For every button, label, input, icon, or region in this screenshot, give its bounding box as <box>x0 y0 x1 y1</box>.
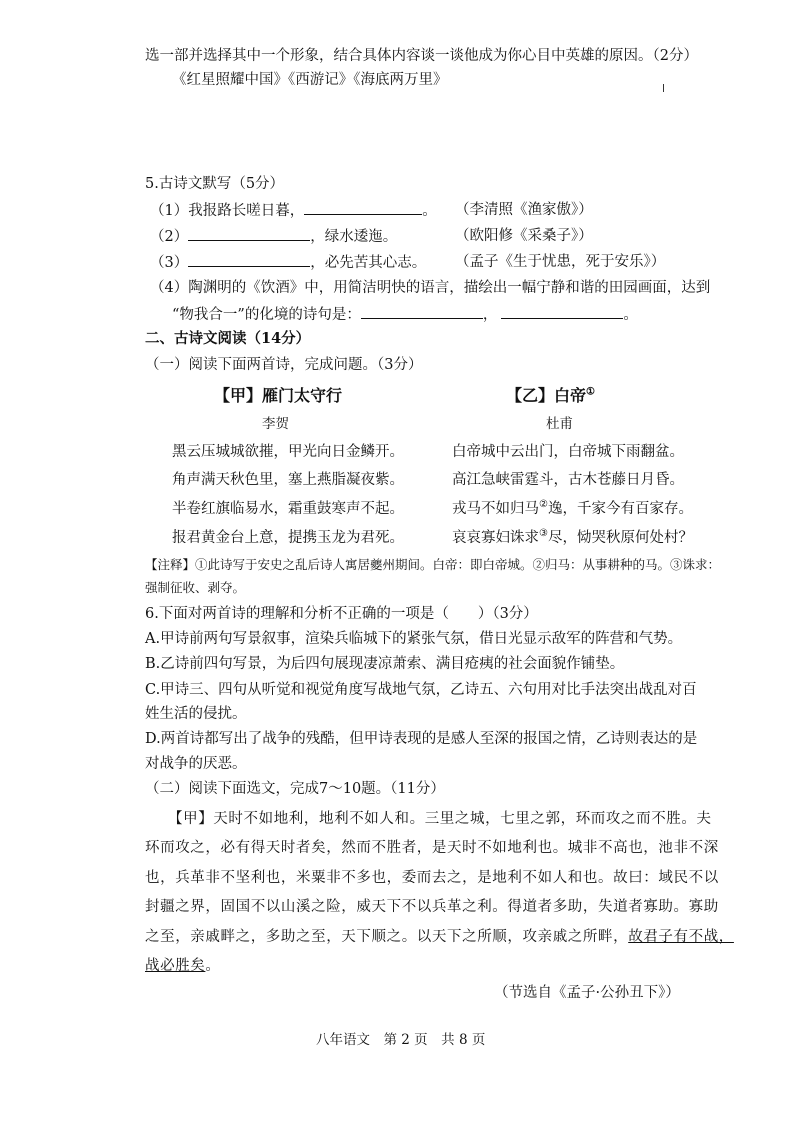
poem-b-line4-a: 哀哀寡妇诛求 <box>452 530 539 546</box>
poem-a-line: 角声满天秋色里，塞上燕脂凝夜紫。 <box>172 472 404 488</box>
poem-b-line3-note: ② <box>539 499 548 511</box>
q4-books: 《红星照耀中国》《西游记》《海底两万里》 <box>172 72 448 88</box>
answer-blank-2[interactable] <box>188 226 310 241</box>
passage-line: 封疆之界，固国不以山溪之险，威天下不以兵革之利。得道者多助，失道者寡助。寡助 <box>145 899 719 915</box>
page-footer: 八年语文 第 2 页 共 8 页 <box>316 1032 486 1048</box>
poem-notes: 【注释】①此诗写于安史之乱后诗人寓居夔州期间。白帝：即白帝城。②归马：从事耕种的马。③诛求： <box>145 557 721 572</box>
q5-line3 <box>150 252 426 273</box>
poem-b-line: 白帝城中云出门，白帝城下雨翻盆。 <box>452 444 684 460</box>
q5-line1-end: 。 <box>422 203 437 219</box>
poem-b-line3-b: 逸，千家今有百家存。 <box>547 501 693 517</box>
q6-option-d-cont: 对战争的厌恶。 <box>145 756 247 772</box>
poem-b-line4-b: 尽，恸哭秋原何处村？ <box>547 530 693 546</box>
passage-line <box>145 954 221 975</box>
passage-line: 环而攻之，必有得天时者矣，然而不胜者，是天时不如地利也。城非不高也，池非不深 <box>145 840 719 856</box>
answer-blank-4[interactable] <box>361 304 483 319</box>
poem-b-line <box>452 526 693 547</box>
q5-line3-source: （孟子《生于忧患，死于安乐》） <box>455 254 666 270</box>
poem-notes-cont: 强制征收、剥夺。 <box>145 580 246 595</box>
q5-line3-text: ，必先苦其心志。 <box>310 255 427 271</box>
q5-line4-comma: ， <box>482 307 498 323</box>
q5-line2-source: （欧阳修《采桑子》） <box>455 228 593 244</box>
section2-title: 二、古诗文阅读（14分） <box>145 330 311 347</box>
q5-line4-prompt: “物我合一”的化境的诗句是： <box>172 307 361 323</box>
q6-option-a: A.甲诗前两句写景叙事，渲染兵临城下的紧张气氛，借日光显示敌军的阵营和气势。 <box>145 631 683 647</box>
passage-line: 也，兵革非不坚利也，米粟非不多也，委而去之，是地利不如人和也。故曰：域民不以 <box>145 870 719 886</box>
q5-title: 5.古诗文默写（5分） <box>145 176 285 192</box>
poem-b-line <box>452 497 693 518</box>
poem-b-title <box>506 383 595 406</box>
section2-sub1: （一）阅读下面两首诗，完成问题。（3分） <box>145 357 423 373</box>
answer-blank-1[interactable] <box>304 200 422 215</box>
poem-b-title-text: 【乙】白帝 <box>506 386 587 405</box>
passage-line6-end: 。 <box>205 958 221 974</box>
passage-underlined-cont: 战必胜矣 <box>145 958 206 974</box>
q5-line2-num: （2） <box>150 229 189 245</box>
q5-line1 <box>150 200 437 221</box>
poem-b-line3-a: 戎马不如归马 <box>452 501 539 517</box>
q5-line4-cont <box>172 304 638 325</box>
q6-option-b: B.乙诗前四句写景，为后四句展现凄凉萧索、满目疮痍的社会面貌作铺垫。 <box>145 656 625 672</box>
q5-line3-num: （3） <box>150 255 189 271</box>
passage-line: 【甲】天时不如地利，地利不如人和。三里之城，七里之郭，环而攻之而不胜。夫 <box>168 811 712 827</box>
q6-option-d: D.两首诗都写出了战争的残酷，但甲诗表现的是感人至深的报国之情，乙诗则表达的是 <box>145 731 698 747</box>
q5-line4: （4）陶渊明的《饮酒》中，用简洁明快的语言，描绘出一幅宁静和谐的田园画面，达到 <box>150 280 711 296</box>
poem-a-line: 半卷红旗临易水，霜重鼓寒声不起。 <box>172 501 404 517</box>
q6-option-c: C.甲诗三、四句从听觉和视觉角度写战地气氛，乙诗五、六句用对比手法突出战乱对百 <box>145 682 697 698</box>
passage-line5-text: 之至，亲戚畔之，多助之至，天下顺之。以天下之所顺，攻亲戚之所畔， <box>145 929 629 945</box>
poem-a-line: 报君黄金台上意，提携玉龙为君死。 <box>172 530 404 546</box>
q5-line2-text: ，绿水逶迤。 <box>310 229 398 245</box>
poem-b-line: 高江急峡雷霆斗，古木苍藤日月昏。 <box>452 472 684 488</box>
answer-blank-3[interactable] <box>188 252 310 267</box>
passage-source: （节选自《孟子·公孙丑下》） <box>494 985 680 1001</box>
poem-b-author: 杜甫 <box>546 416 573 432</box>
q6-option-c-cont: 姓生活的侵扰。 <box>145 706 247 722</box>
passage-line <box>145 925 734 946</box>
poem-a-author: 李贺 <box>262 416 289 432</box>
q5-line1-source: （李清照《渔家傲》） <box>455 202 593 218</box>
section2-sub2: （二）阅读下面选文，完成7～10题。（11分） <box>145 781 445 797</box>
poem-b-title-note: ① <box>586 386 595 398</box>
q6-stem: 6.下面对两首诗的理解和分析不正确的一项是（ ）（3分） <box>145 606 538 622</box>
passage-underlined: 故君子有不战， <box>628 929 734 945</box>
q4-prompt: 选一部并选择其中一个形象，结合具体内容谈一谈他成为你心目中英雄的原因。（2分） <box>145 48 698 64</box>
poem-a-title: 【甲】雁门太守行 <box>214 386 343 405</box>
poem-a-line: 黑云压城城欲摧，甲光向日金鳞开。 <box>172 444 404 460</box>
q5-line4-end: 。 <box>623 307 638 323</box>
scan-mark <box>663 84 664 92</box>
answer-blank-5[interactable] <box>501 304 623 319</box>
q5-line1-text: （1）我报路长嗟日暮， <box>150 203 305 219</box>
poem-b-line4-note: ③ <box>539 528 548 540</box>
q5-line2 <box>150 226 397 247</box>
